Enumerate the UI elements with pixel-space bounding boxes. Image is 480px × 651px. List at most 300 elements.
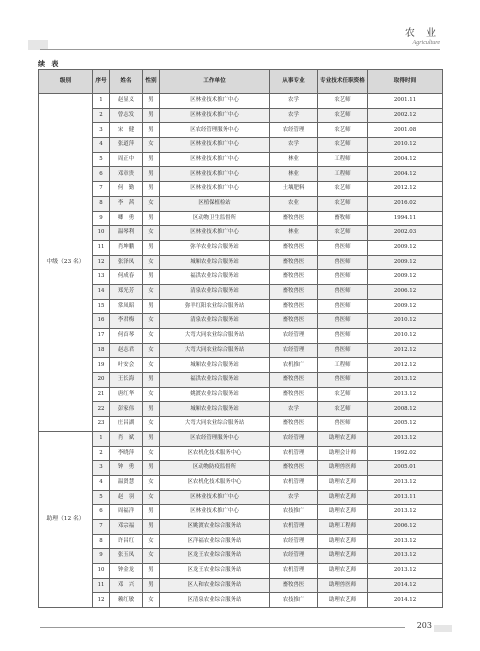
- table-cell: 2013.12: [368, 431, 443, 446]
- table-cell: 区清泉农业综合服务站: [160, 593, 270, 608]
- table-cell: 畜牧兽医: [270, 387, 318, 402]
- table-cell: 10: [93, 226, 110, 241]
- table-cell: 张道萍: [110, 138, 143, 153]
- table-cell: 8: [93, 196, 110, 211]
- table-cell: 兽医师: [318, 417, 368, 432]
- table-cell: 男: [143, 505, 160, 520]
- table-cell: 6: [93, 505, 110, 520]
- table-cell: 2001.11: [368, 94, 443, 109]
- table-cell: 农艺师: [318, 182, 368, 197]
- table-cell: 农机管理: [270, 475, 318, 490]
- table-cell: 何首琴: [110, 329, 143, 344]
- table-cell: 助理农艺师: [318, 534, 368, 549]
- table-cell: 赵 羽: [110, 490, 143, 505]
- table-row: [39, 240, 443, 255]
- table-cell: 农经管理: [270, 123, 318, 138]
- table-cell: 畜牧兽医: [270, 240, 318, 255]
- col-header: 从事专业: [270, 70, 318, 94]
- table-cell: 2012.12: [368, 358, 443, 373]
- table-cell: 许昌红: [110, 534, 143, 549]
- table-cell: 畜牧兽医: [270, 373, 318, 388]
- table-cell: 男: [143, 182, 160, 197]
- table-row: [39, 108, 443, 123]
- table-row: [39, 373, 443, 388]
- table-row: [39, 564, 443, 579]
- table-cell: 2010.12: [368, 314, 443, 329]
- table-cell: 2: [93, 108, 110, 123]
- col-header: 工作单位: [160, 70, 270, 94]
- table-cell: 农经管理: [270, 343, 318, 358]
- table-row: [39, 475, 443, 490]
- table-cell: 区林业技术推广中心: [160, 138, 270, 153]
- table-cell: 11: [93, 578, 110, 593]
- table-row: [39, 593, 443, 608]
- table-row: [39, 270, 443, 285]
- table-cell: 畜牧兽医: [270, 284, 318, 299]
- col-header: 取得时间: [368, 70, 443, 94]
- table-cell: 常凤昭: [110, 299, 143, 314]
- table-cell: 女: [143, 343, 160, 358]
- table-cell: 男: [143, 431, 160, 446]
- table-cell: 4: [93, 475, 110, 490]
- table-row: [39, 549, 443, 564]
- table-cell: 男: [143, 108, 160, 123]
- table-cell: 温琴利: [110, 226, 143, 241]
- table-cell: 区林业技术推广中心: [160, 182, 270, 197]
- table-cell: 唐红华: [110, 387, 143, 402]
- table-cell: 畜牧兽医: [270, 270, 318, 285]
- table-cell: 区龙王农业综合服务站: [160, 549, 270, 564]
- header-subtitle: Agriculture: [412, 40, 440, 46]
- table-cell: 男: [143, 578, 160, 593]
- table-cell: 男: [143, 123, 160, 138]
- header-title: 农 业: [404, 28, 440, 39]
- table-cell: 2009.12: [368, 255, 443, 270]
- table-cell: 19: [93, 358, 110, 373]
- table-cell: 赵志君: [110, 343, 143, 358]
- table-cell: 20: [93, 373, 110, 388]
- table-cell: 曾志发: [110, 108, 143, 123]
- table-cell: 区农机化技术服务中心: [160, 475, 270, 490]
- table-row: [39, 402, 443, 417]
- table-cell: 农经管理: [270, 549, 318, 564]
- table-cell: 女: [143, 314, 160, 329]
- table-cell: 女: [143, 593, 160, 608]
- table-cell: 2008.12: [368, 402, 443, 417]
- table-cell: 2004.12: [368, 152, 443, 167]
- table-cell: 区姚渡农业综合服务站: [160, 519, 270, 534]
- table-cell: 农经管理: [270, 431, 318, 446]
- table-cell: 兽医师: [318, 240, 368, 255]
- footer-rule: [40, 627, 405, 628]
- table-cell: 兽医师: [318, 284, 368, 299]
- table-cell: 城厢农业综合服务站: [160, 402, 270, 417]
- table-cell: 女: [143, 329, 160, 344]
- category-cell: 中级（23 名）: [39, 94, 93, 432]
- table-cell: 区林业技术推广中心: [160, 505, 270, 520]
- table-cell: 区林业技术推广中心: [160, 108, 270, 123]
- table-cell: 兽医师: [318, 314, 368, 329]
- table-cell: 郑光芳: [110, 284, 143, 299]
- table-cell: 3: [93, 123, 110, 138]
- table-cell: 区农经管理服务中心: [160, 431, 270, 446]
- table-cell: 农学: [270, 490, 318, 505]
- table-cell: 5: [93, 152, 110, 167]
- table-row: [39, 167, 443, 182]
- table-row: [39, 299, 443, 314]
- table-cell: 邓章贵: [110, 167, 143, 182]
- table-cell: 12: [93, 593, 110, 608]
- table-cell: 女: [143, 138, 160, 153]
- table-cell: 男: [143, 211, 160, 226]
- table-cell: 女: [143, 446, 160, 461]
- table-cell: 1: [93, 94, 110, 109]
- table-cell: 2013.12: [368, 505, 443, 520]
- table-cell: 农机管理: [270, 519, 318, 534]
- table-cell: 区植保植检站: [160, 196, 270, 211]
- table-cell: 助理农艺师: [318, 505, 368, 520]
- table-cell: 姚渡农业综合服务站: [160, 387, 270, 402]
- table-cell: 区林业技术推广中心: [160, 167, 270, 182]
- table-cell: 区洋福农业综合服务站: [160, 534, 270, 549]
- table-header-row: [39, 70, 443, 94]
- table-cell: 2001.08: [368, 123, 443, 138]
- table-cell: 周福洋: [110, 505, 143, 520]
- table-cell: 清泉农业综合服务站: [160, 314, 270, 329]
- table-cell: 2016.02: [368, 196, 443, 211]
- table-cell: 男: [143, 167, 160, 182]
- table-cell: 区动物防疫监督所: [160, 461, 270, 476]
- table-cell: 城厢农业综合服务站: [160, 255, 270, 270]
- table-cell: 助理会计师: [318, 446, 368, 461]
- table-row: [39, 490, 443, 505]
- table-row: [39, 94, 443, 109]
- table-row: [39, 387, 443, 402]
- table-cell: 2006.12: [368, 519, 443, 534]
- table-cell: 邓 兴: [110, 578, 143, 593]
- table-cell: 庄昌湖: [110, 417, 143, 432]
- col-header: 性别: [143, 70, 160, 94]
- table-cell: 钟金龙: [110, 564, 143, 579]
- table-cell: 男: [143, 519, 160, 534]
- table-cell: 16: [93, 314, 110, 329]
- table-cell: 农艺师: [318, 123, 368, 138]
- table-cell: 15: [93, 299, 110, 314]
- table-cell: 畜牧兽医: [270, 255, 318, 270]
- personnel-table: [38, 69, 443, 608]
- table-cell: 2013.12: [368, 387, 443, 402]
- table-cell: 兽医师: [318, 299, 368, 314]
- table-row: [39, 417, 443, 432]
- table-cell: 林业: [270, 152, 318, 167]
- table-cell: 助理农艺师: [318, 564, 368, 579]
- table-cell: 农技推广: [270, 505, 318, 520]
- section-label: 续 表: [38, 59, 61, 68]
- table-cell: 2013.12: [368, 564, 443, 579]
- table-cell: 农艺师: [318, 402, 368, 417]
- col-header: 姓名: [110, 70, 143, 94]
- table-cell: 助理兽医师: [318, 578, 368, 593]
- table-cell: 7: [93, 519, 110, 534]
- table-cell: 女: [143, 226, 160, 241]
- table-cell: 助理农艺师: [318, 490, 368, 505]
- col-header: 序号: [93, 70, 110, 94]
- table-cell: 区林业技术推广中心: [160, 490, 270, 505]
- table-cell: 李 茜: [110, 196, 143, 211]
- table-cell: 2014.12: [368, 578, 443, 593]
- table-cell: 大弯大同农业综合服务站: [160, 329, 270, 344]
- table-row: [39, 446, 443, 461]
- table-cell: 区林业技术推广中心: [160, 226, 270, 241]
- table-cell: 1994.11: [368, 211, 443, 226]
- table-row: [39, 578, 443, 593]
- table-cell: 女: [143, 549, 160, 564]
- table-row: [39, 329, 443, 344]
- table-cell: 农经管理: [270, 329, 318, 344]
- table-cell: 区农经管理服务中心: [160, 123, 270, 138]
- table-cell: 张玉凤: [110, 549, 143, 564]
- table-cell: 大弯大同农业综合服务站: [160, 343, 270, 358]
- table-cell: 21: [93, 387, 110, 402]
- table-cell: 王长海: [110, 373, 143, 388]
- table-cell: 工程师: [318, 167, 368, 182]
- table-cell: 6: [93, 167, 110, 182]
- table-cell: 男: [143, 152, 160, 167]
- table-cell: 2002.12: [368, 108, 443, 123]
- table-cell: 女: [143, 196, 160, 211]
- table-cell: 福洪农业综合服务站: [160, 270, 270, 285]
- table-cell: 男: [143, 270, 160, 285]
- table-row: [39, 461, 443, 476]
- table-cell: 1: [93, 431, 110, 446]
- table-cell: 2013.12: [368, 534, 443, 549]
- table-row: [39, 182, 443, 197]
- table-cell: 叶安会: [110, 358, 143, 373]
- table-cell: 17: [93, 329, 110, 344]
- table-cell: 女: [143, 255, 160, 270]
- table-cell: 农技推广: [270, 593, 318, 608]
- table-cell: 14: [93, 284, 110, 299]
- table-cell: 农学: [270, 138, 318, 153]
- table-cell: 男: [143, 402, 160, 417]
- table-cell: 农艺师: [318, 226, 368, 241]
- table-row: [39, 431, 443, 446]
- table-cell: 18: [93, 343, 110, 358]
- table-row: [39, 211, 443, 226]
- table-cell: 助理兽医师: [318, 461, 368, 476]
- page-number: 203: [416, 621, 432, 630]
- table-cell: 助理农艺师: [318, 593, 368, 608]
- table-cell: 何 勤: [110, 182, 143, 197]
- table-cell: 2013.12: [368, 475, 443, 490]
- table-cell: 畜牧兽医: [270, 578, 318, 593]
- col-header: 级别: [39, 70, 93, 94]
- table-cell: 农艺师: [318, 108, 368, 123]
- table-cell: 2014.12: [368, 593, 443, 608]
- table-cell: 农学: [270, 94, 318, 109]
- table-cell: 女: [143, 387, 160, 402]
- table-cell: 9: [93, 211, 110, 226]
- table-cell: 农经管理: [270, 534, 318, 549]
- table-cell: 助理工程师: [318, 519, 368, 534]
- table-cell: 7: [93, 182, 110, 197]
- table-cell: 区人和农业综合服务站: [160, 578, 270, 593]
- table-row: [39, 123, 443, 138]
- table-cell: 温贤慧: [110, 475, 143, 490]
- table-cell: 女: [143, 417, 160, 432]
- table-cell: 周正中: [110, 152, 143, 167]
- table-cell: 区林业技术推广中心: [160, 94, 270, 109]
- table-cell: 2009.12: [368, 270, 443, 285]
- table-cell: 区林业技术推广中心: [160, 152, 270, 167]
- table-cell: 10: [93, 564, 110, 579]
- table-cell: 农学: [270, 402, 318, 417]
- table-row: [39, 138, 443, 153]
- table-cell: 畜牧兽医: [270, 314, 318, 329]
- table-cell: 邓宗福: [110, 519, 143, 534]
- table-cell: 助理农艺师: [318, 431, 368, 446]
- table-cell: 2009.12: [368, 240, 443, 255]
- table-cell: 畜牧师: [318, 211, 368, 226]
- table-cell: 2010.12: [368, 329, 443, 344]
- table-cell: 农艺师: [318, 196, 368, 211]
- table-cell: 22: [93, 402, 110, 417]
- table-row: [39, 226, 443, 241]
- table-cell: 11: [93, 240, 110, 255]
- table-cell: 李晓萍: [110, 446, 143, 461]
- table-cell: 助理农艺师: [318, 475, 368, 490]
- table-cell: 2: [93, 446, 110, 461]
- table-cell: 区龙王农业综合服务站: [160, 564, 270, 579]
- table-cell: 女: [143, 358, 160, 373]
- table-cell: 23: [93, 417, 110, 432]
- table-row: [39, 314, 443, 329]
- table-cell: 女: [143, 490, 160, 505]
- table-cell: 农艺师: [318, 138, 368, 153]
- table-row: [39, 534, 443, 549]
- table-cell: 2012.12: [368, 182, 443, 197]
- table-cell: 赵显义: [110, 94, 143, 109]
- table-cell: 福洪农业综合服务站: [160, 373, 270, 388]
- table-cell: 肖 斌: [110, 431, 143, 446]
- table-cell: 赖红敏: [110, 593, 143, 608]
- table-cell: 女: [143, 534, 160, 549]
- table-cell: 农机管理: [270, 564, 318, 579]
- table-cell: 林业: [270, 167, 318, 182]
- table-cell: 2005.01: [368, 461, 443, 476]
- table-cell: 农艺师: [318, 387, 368, 402]
- table-cell: 2002.03: [368, 226, 443, 241]
- table-cell: 13: [93, 270, 110, 285]
- table-cell: 卿 勇: [110, 211, 143, 226]
- table-cell: 2010.12: [368, 138, 443, 153]
- table-cell: 清泉农业综合服务站: [160, 284, 270, 299]
- table-cell: 农机推广: [270, 358, 318, 373]
- footer-decor-band: [434, 625, 452, 632]
- table-cell: 林业: [270, 226, 318, 241]
- table-cell: 大弯大同农业综合服务站: [160, 417, 270, 432]
- table-cell: 工程师: [318, 152, 368, 167]
- table-cell: 2013.12: [368, 373, 443, 388]
- table-cell: 兽医师: [318, 329, 368, 344]
- table-cell: 畜牧兽医: [270, 299, 318, 314]
- table-cell: 钟 勇: [110, 461, 143, 476]
- table-cell: 兽医师: [318, 373, 368, 388]
- table-cell: 区农机化技术服务中心: [160, 446, 270, 461]
- table-cell: 男: [143, 240, 160, 255]
- table-cell: 兽医师: [318, 255, 368, 270]
- table-cell: 畜牧兽医: [270, 417, 318, 432]
- table-cell: 农艺师: [318, 94, 368, 109]
- table-cell: 2004.12: [368, 167, 443, 182]
- table-row: [39, 284, 443, 299]
- table-cell: 工程师: [318, 358, 368, 373]
- table-cell: 弥羊农业综合服务站: [160, 240, 270, 255]
- table-cell: 12: [93, 255, 110, 270]
- table-cell: 肖坤鹏: [110, 240, 143, 255]
- table-cell: 农机管理: [270, 446, 318, 461]
- table-cell: 2006.12: [368, 284, 443, 299]
- table-cell: 8: [93, 534, 110, 549]
- table-cell: 女: [143, 475, 160, 490]
- table-cell: 农业: [270, 196, 318, 211]
- table-cell: 畜牧兽医: [270, 461, 318, 476]
- table-cell: 9: [93, 549, 110, 564]
- table-cell: 男: [143, 373, 160, 388]
- table-cell: 2012.12: [368, 343, 443, 358]
- table-cell: 女: [143, 284, 160, 299]
- table-cell: 男: [143, 299, 160, 314]
- table-cell: 助理农艺师: [318, 549, 368, 564]
- table-cell: 区动物卫生监督所: [160, 211, 270, 226]
- table-cell: 畜牧兽医: [270, 211, 318, 226]
- table-row: [39, 152, 443, 167]
- table-row: [39, 343, 443, 358]
- table-cell: 3: [93, 461, 110, 476]
- table-cell: 土壤肥料: [270, 182, 318, 197]
- table-cell: 男: [143, 94, 160, 109]
- table-cell: 城厢农业综合服务站: [160, 358, 270, 373]
- header-rule: [40, 49, 440, 50]
- table-row: [39, 505, 443, 520]
- table-cell: 张泽凤: [110, 255, 143, 270]
- table-cell: 兽医师: [318, 343, 368, 358]
- table-cell: 弥羊红阳农业综合服务站: [160, 299, 270, 314]
- table-cell: 2009.12: [368, 299, 443, 314]
- table-cell: 1992.02: [368, 446, 443, 461]
- table-cell: 宋 健: [110, 123, 143, 138]
- table-cell: 兽医师: [318, 270, 368, 285]
- table-cell: 彭家伟: [110, 402, 143, 417]
- table-row: [39, 255, 443, 270]
- table-cell: 4: [93, 138, 110, 153]
- table-cell: 李君梅: [110, 314, 143, 329]
- table-row: [39, 196, 443, 211]
- category-cell: 助理（12 名）: [39, 431, 93, 607]
- table-cell: 农学: [270, 108, 318, 123]
- table-cell: 2013.12: [368, 549, 443, 564]
- running-header: [405, 24, 440, 46]
- table-cell: 男: [143, 564, 160, 579]
- table-cell: 2013.11: [368, 490, 443, 505]
- table-cell: 2005.12: [368, 417, 443, 432]
- col-header: 专业技术任职资格: [318, 70, 368, 94]
- table-cell: 何成春: [110, 270, 143, 285]
- table-cell: 男: [143, 461, 160, 476]
- table-row: [39, 358, 443, 373]
- table-cell: 5: [93, 490, 110, 505]
- table-row: [39, 519, 443, 534]
